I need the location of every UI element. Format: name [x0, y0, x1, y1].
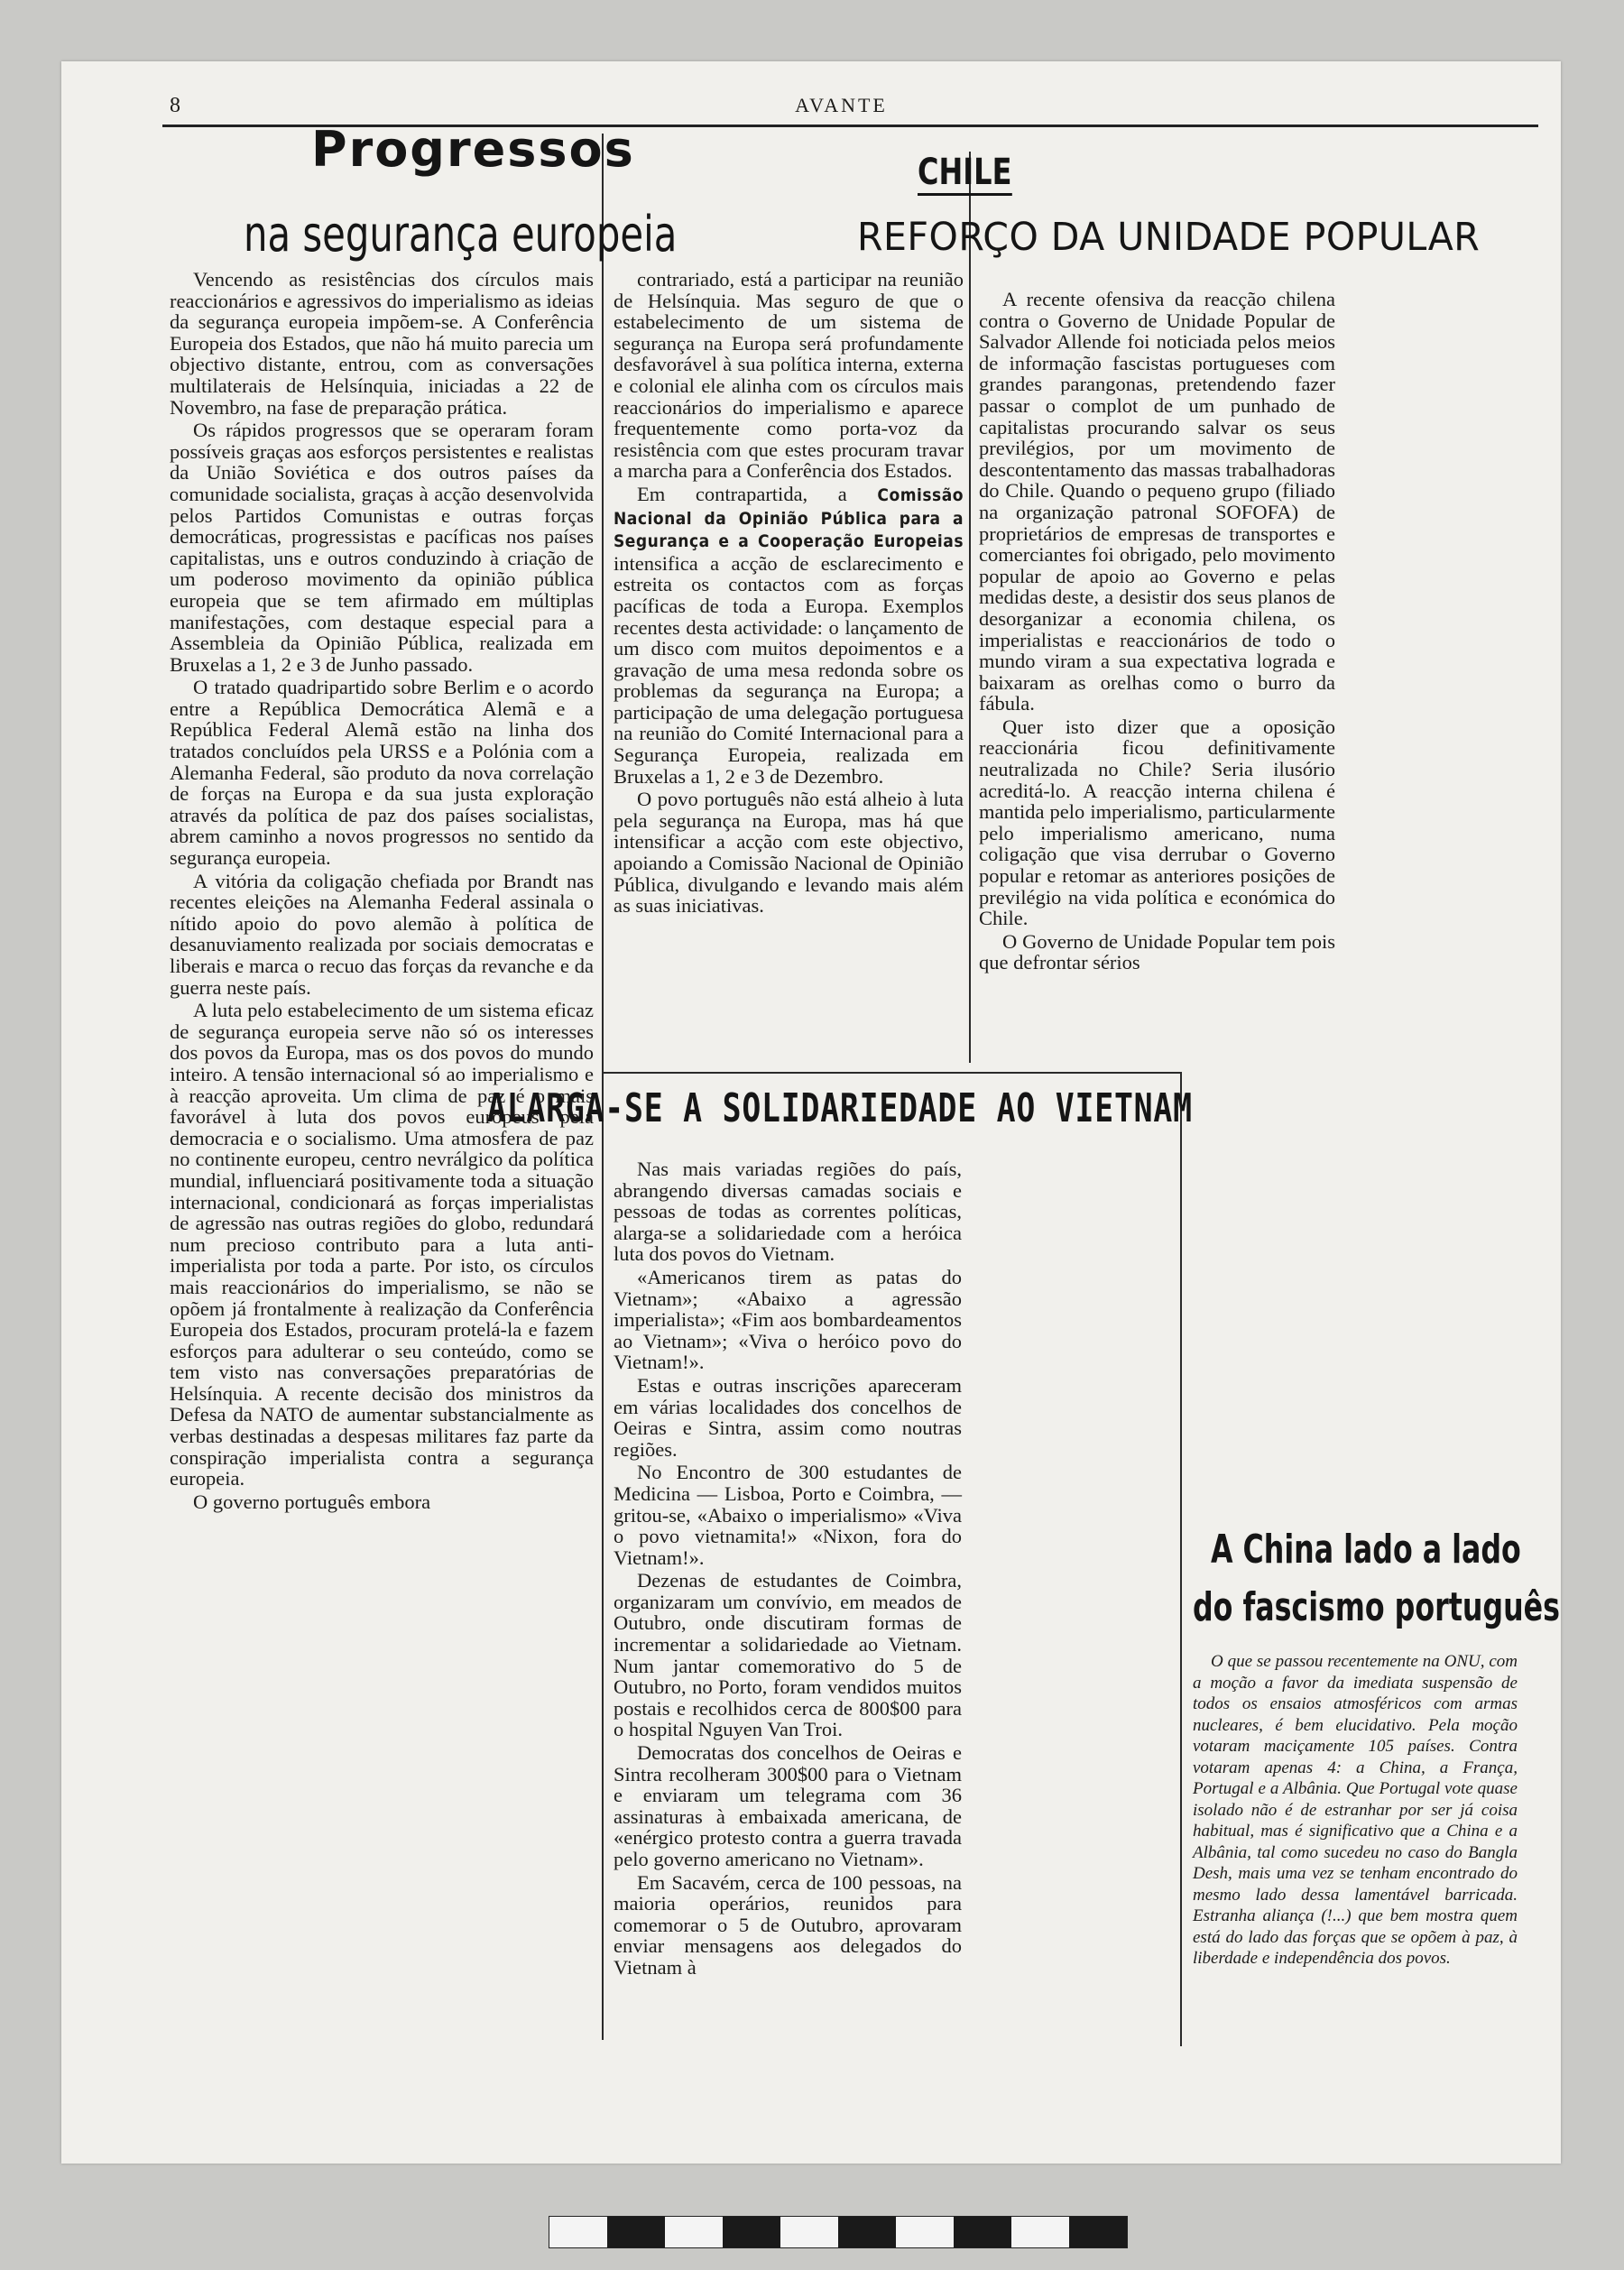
paragraph: O povo português não está alheio à luta pela segurança na Europa, mas há que intensificar a acção com este objectivo, apoiando a Comissão Nacional de Opinião Pública, divulgando e levando mais além as suas iniciativas. [614, 788, 964, 918]
publication-title: AVANTE [795, 94, 888, 116]
paragraph: Os rápidos progressos que se operaram foram possíveis graças aos esforços persistentes e realistas da União Soviética e dos outros países da comunidade socialista, graças à acção desenvolvida pelos Partidos Comunistas e outras forças democráticas, progressistas e pacíficas nos países capitalistas, uns e outros conduzindo à criação de um poderoso movimento da opinião pública europeia que se tem afirmado em múltiplas manifestações, com destaque especial para a Assembleia da Opinião Pública, realizada em Bruxelas a 1, 2 e 3 de Junho passado. [170, 419, 594, 676]
paragraph: O que se passou recentemente na ONU, com a moção a favor da imediata suspensão de todos os ensaios atmosféricos com armas nucleares, é bem elucidativo. Pela moção votaram maciçamente 105 países. Contra votaram apenas 4: a China, a França, Portugal e a Albânia. Que Portugal vote quase isolado não é de estranhar por ser já coisa habitual, mas é significativo que a China e a Albânia, tal como sucedeu no caso do Bangla Desh, mais uma vez se tenham encontrado do mesmo lado dessa lamentável barricada. Estranha aliança (!...) que bem mostra quem está do lado das forças que se opõem à paz, à liberdade e independência dos povos. [1193, 1652, 1518, 1968]
page-header [144, 94, 1538, 125]
paragraph: Nas mais variadas regiões do país, abrangendo diversas camadas sociais e pessoas de todas as correntes políticas, alarga-se a solidariedade com a heróica luta dos povos do Vietnam. [614, 1158, 962, 1266]
paragraph: A recente ofensiva da reacção chilena contra o Governo de Unidade Popular de Salvador Allende foi noticiada pelos meios de informação fascistas portugueses com grandes parangonas, pretendendo fazer passar o complot de um punhado de capitalistas procurando salvar os seus previlégios, por um movimento de descontentamento das massas trabalhadoras do Chile. Quando o pequeno grupo (filiado na organização patronal SOFOFA) de proprietários de empresas de transportes e comerciantes foi obrigado, pelo movimento popular de apoio ao Governo e pelas medidas deste, a desistir dos seus planos de desorganizar a economia chilena, os imperialistas e reaccionários de todo o mundo viram a sua expectativa lograda e baixaram as orelhas como o burro da fábula. [979, 288, 1335, 715]
page-number: 8 [170, 94, 180, 117]
chile-col2 [1344, 289, 1624, 1525]
paragraph: Estas e outras inscrições apareceram em várias localidades dos concelhos de Oeiras e Sintra, assim como noutras regiões. [614, 1373, 962, 1461]
paragraph: O tratado quadripartido sobre Berlim e o acordo entre a República Democrática Alemã e a República Federal Alemã estão na linha dos tratados concluídos pela URSS e a Polónia com a Alemanha Federal, são produto da nova correlação de forças na Europa e da sua justa exploração através da política de paz dos países socialistas, abrem caminho a novos progressos no sentido da segurança europeia. [170, 676, 594, 870]
paragraph [614, 484, 964, 787]
paragraph: «Americanos tirem as patas do Vietnam»; «Abaixo a agressão imperialista»; «Fim aos bombardeamentos ao Vietnam»; «Viva o heróico povo do Vietnam!». [614, 1265, 962, 1374]
column-rule-right [1180, 1072, 1182, 2046]
paragraph: Quer isto dizer que a oposição reaccionária ficou definitivamente neutralizada no Chile? Seria ilusório acreditá-lo. A reacção interna chilena é mantida pelo imperialismo, particularmente pelo imperialismo americano, numa coligação que visa derrubar o Governo popular e retomar as anteriores posições de previlégio na vida política e económica do Chile. [979, 715, 1335, 930]
china-article [1184, 1527, 1560, 2045]
progressos-col2 [614, 269, 964, 1063]
newspaper-page [144, 79, 1560, 2132]
paragraph: Em Sacavém, cerca de 100 pessoas, na maioria operários, reunidos para comemorar o 5 de Outubro, aprovaram enviar mensagens aos delegados do Vietnam à [614, 1870, 962, 1979]
china-body [1193, 1651, 1518, 1970]
paragraph: Democratas dos concelhos de Oeiras e Sintra recolheram 300$00 para o Vietnam e enviaram um telegrama com 36 assinaturas à embaixada americana, de «enérgico protesto contra a guerra travada pelo governo americano no Vietnam». [614, 1741, 962, 1870]
progressos-col1 [170, 269, 594, 2145]
chile-col1 [979, 289, 1335, 1065]
paragraph: O governo português embora [193, 1490, 431, 1513]
vietnam-col1 [614, 1158, 962, 2061]
paragraph: Vencendo as resistências dos círculos mais reaccionários e agressivos do imperialismo as ideias da segurança europeia impõem-se. A Conferência Europeia dos Estados, que não há muito parecia um objectivo distante, entrou, com as conversações multilaterais de Helsínquia, iniciadas a 22 de Novembro, na fase de preparação prática. [170, 268, 594, 419]
commission-name: Comissão Nacional da Opinião Pública para a Segurança e a Cooperação Europeias [614, 484, 964, 552]
paragraph: No Encontro de 300 estudantes de Medicina — Lisboa, Porto e Coimbra, — gritou-se, «Abaixo o imperialismo» «Viva o povo vietnamita!» «Nixon, fora do Vietnam!». [614, 1461, 962, 1569]
china-title: A China lado a lado [1211, 1527, 1521, 1573]
vietnam-title: ALARGA-SE A SOLIDARIEDADE AO VIETNAM [487, 1085, 1193, 1131]
paragraph: A vitória da coligação chefiada por Brandt nas recentes eleições na Alemanha Federal assinala o nítido apoio do povo alemão à política de desanuviamento realizada por sociais democratas e liberais e marca o recuo das forças da revanche e da guerra neste país. [170, 869, 594, 999]
section-rule [603, 1072, 1182, 1074]
color-reference-scale [549, 2216, 1128, 2248]
paragraph: contrariado, está a participar na reunião de Helsínquia. Mas seguro de que o estabelecimento de um sistema de segurança na Europa será profundamente desfavorável à sua política interna, externa e colonial ele alinha com os círculos mais reaccionários do imperialismo e aparece frequentemente como porta-voz da resistência com que estes procuram travar a marcha para a Conferência dos Estados. [614, 268, 964, 483]
paragraph: O Governo de Unidade Popular tem pois que defrontar sérios [979, 929, 1335, 974]
progressos-title: Progressos [311, 121, 635, 178]
column-rule-center [969, 152, 971, 1063]
china-subtitle: do fascismo português [1193, 1584, 1560, 1630]
text-run: intensifica a acção de esclarecimento e estreita os contactos com as forças pacíficas de toda a Europa. Exemplos recentes desta actividade: o lançamento de um disco com muitos depoimentos e a gravação de uma mesa redonda sobre os problemas da segurança na Europa; a participação de uma delegação portuguesa na reunião do Comité Internacional para a Segurança Europeia, realizada em Bruxelas a 1, 2 e 3 de Dezembro. [614, 551, 964, 788]
paragraph: A luta pelo estabelecimento de um sistema eficaz de segurança europeia serve não só os interesses dos povos da Europa, mas os dos povos do mundo inteiro. A tensão internacional só ao imperialismo e à reacção aproveita. Um clima de paz é o mais favorável à luta dos povos europeus pela democracia e o socialismo. Uma atmosfera de paz no continente europeu, centro nevrálgico da política mundial, influenciará positivamente toda a situação internacional, condicionará as forças imperialistas de agressão nas outras regiões do globo, redundará num precioso contributo para a luta anti-imperialista por toda a parte. Por isto, os círculos mais reaccionários do imperialismo, se não se opõem já frontalmente à realização da Conferência Europeia dos Estados, procuram protelá-la e fazem esforços para adulterar o seu conteúdo, como se tem visto nas conversações preparatórias de Helsínquia. A recente decisão dos ministros da Defesa da NATO de aumentar substancialmente as verbas destinadas a despesas militares faz parte da conspiração imperialista contra a segurança europeia. [170, 999, 594, 1490]
text-run: Em contrapartida, a [637, 482, 878, 505]
progressos-subtitle: na segurança europeia [244, 206, 678, 263]
chile-kicker: CHILE [918, 152, 1011, 196]
paragraph: Dezenas de estudantes de Coimbra, organizaram um convívio, em meados de Outubro, onde discutiram formas de incrementar a solidariedade ao Vietnam. Num jantar comemorativo do 5 de Outubro, no Porto, foram vendidos muitos postais e recolhidos cerca de 800$00 para o hospital Nguyen Van Troi. [614, 1569, 962, 1741]
vietnam-col2 [979, 1158, 1173, 2061]
chile-title: REFORÇO DA UNIDADE POPULAR [857, 215, 1481, 260]
